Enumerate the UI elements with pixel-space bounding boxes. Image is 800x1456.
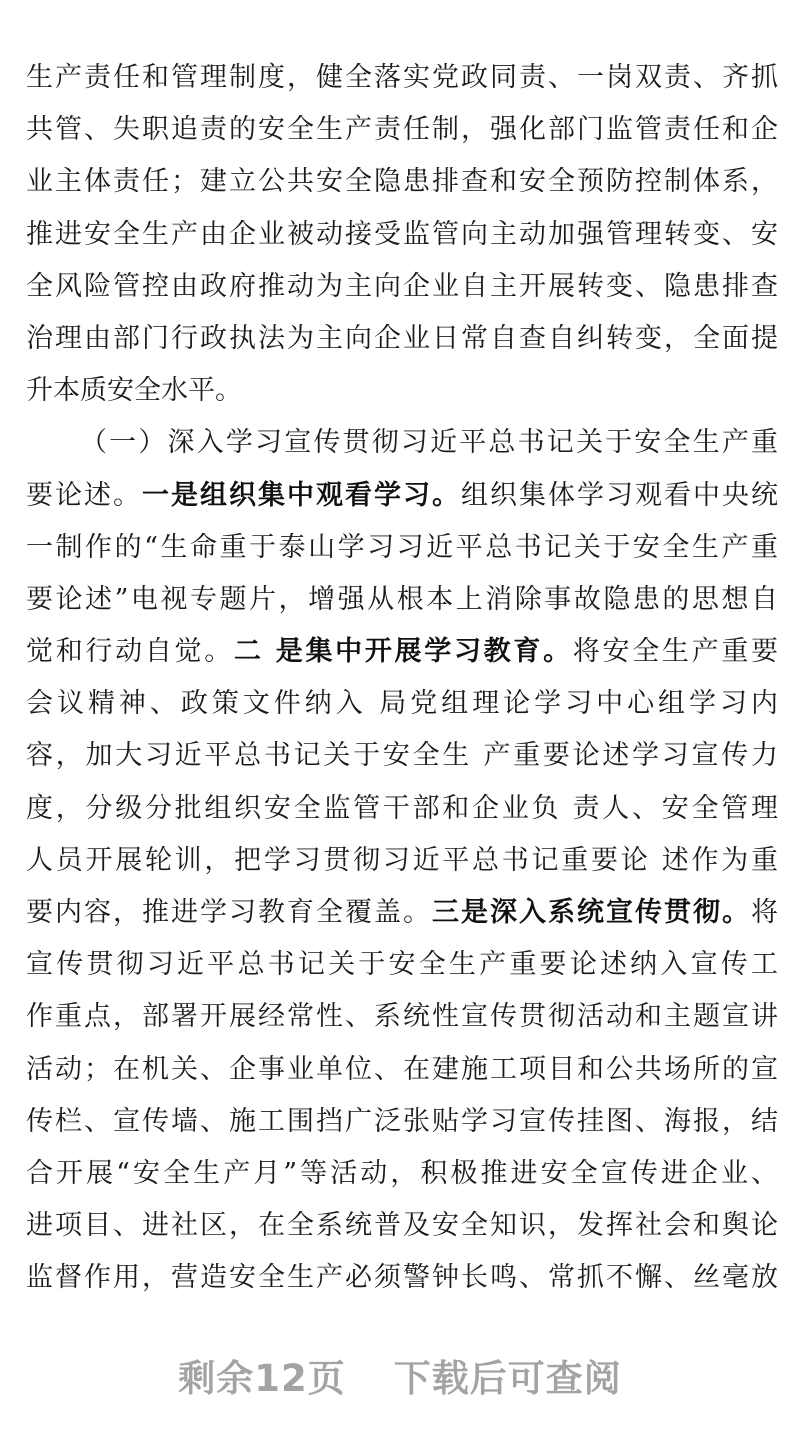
text-segment: 将	[751, 897, 778, 928]
text-line-9	[26, 470, 778, 522]
text-line-12	[26, 626, 778, 678]
text-line-4: 推进安全生产由企业被动接受监管向主动加强管理转变、安	[26, 218, 778, 250]
text-line-21: 传栏、宣传墙、施工围挡广泛张贴学习宣传挂图、海报，结	[26, 1105, 778, 1137]
text-line-17	[26, 887, 778, 939]
text-segment: 将安全生产重要	[572, 636, 778, 668]
text-segment: 要论述。	[26, 479, 142, 511]
download-prompt[interactable]	[0, 1348, 800, 1402]
text-line-13: 会议精神、政策文件纳入 局党组理论学习中心组学习内	[26, 688, 778, 720]
text-line-5: 全风险管控由政府推动为主向企业自主开展转变、隐患排查	[26, 270, 778, 302]
text-line-19: 作重点，部署开展经常性、系统性宣传贯彻活动和主题宣讲	[26, 1001, 778, 1033]
text-segment: 要内容，推进学习教育全覆盖。	[26, 897, 432, 928]
download-to-view-label[interactable]: 下载后可查阅	[393, 1357, 622, 1400]
text-line-1: 生产责任和管理制度，健全落实党政同责、一岗双责、齐抓	[26, 62, 778, 93]
text-line-18: 宣传贯彻习近平总书记关于安全生产重要论述纳入宣传工	[26, 949, 778, 981]
text-segment: 组织集体学习观看中央统	[461, 479, 778, 511]
section-heading-line: （一）深入学习宣传贯彻习近平总书记关于安全生产重	[80, 427, 778, 459]
bold-point-3: 三是深入系统宣传贯彻。	[432, 897, 751, 928]
text-line-7: 升本质安全水平。	[26, 375, 242, 407]
text-line-16: 人员开展轮训，把学习贯彻习近平总书记重要论 述作为重	[26, 844, 778, 876]
bold-point-2: 二 是集中开展学习教育。	[233, 636, 573, 668]
text-line-20: 活动；在机关、企事业单位、在建施工项目和公共场所的宣	[26, 1053, 778, 1085]
text-line-14: 容，加大习近平总书记关于安全生 产重要论述学习宣传力	[26, 740, 778, 772]
text-line-22: 合开展“安全生产月”等活动，积极推进安全宣传进企业、	[26, 1157, 778, 1189]
text-line-10: 一制作的“生命重于泰山学习习近平总书记关于安全生产重	[26, 531, 778, 563]
text-line-15: 度，分级分批组织安全监管干部和企业负 责人、安全管理	[26, 792, 778, 824]
text-line-23: 进项目、进社区，在全系统普及安全知识，发挥社会和舆论	[26, 1210, 778, 1242]
text-line-24: 监督作用，营造安全生产必须警钟长鸣、常抓不懈、丝毫放	[26, 1262, 778, 1294]
bold-point-1: 一是组织集中观看学习。	[142, 479, 461, 511]
text-line-6: 治理由部门行政执法为主向企业日常自查自纠转变，全面提	[26, 322, 778, 354]
text-line-3: 业主体责任；建立公共安全隐患排查和安全预防控制体系，	[26, 166, 778, 198]
text-segment: 觉和行动自觉。	[26, 636, 234, 668]
remaining-pages-label[interactable]: 剩余12页	[178, 1357, 346, 1400]
text-line-11: 要论述”电视专题片，增强从根本上消除事故隐患的思想自	[26, 583, 778, 615]
document-body	[26, 52, 778, 1305]
text-line-2: 共管、失职追责的安全生产责任制，强化部门监管责任和企	[26, 114, 778, 146]
